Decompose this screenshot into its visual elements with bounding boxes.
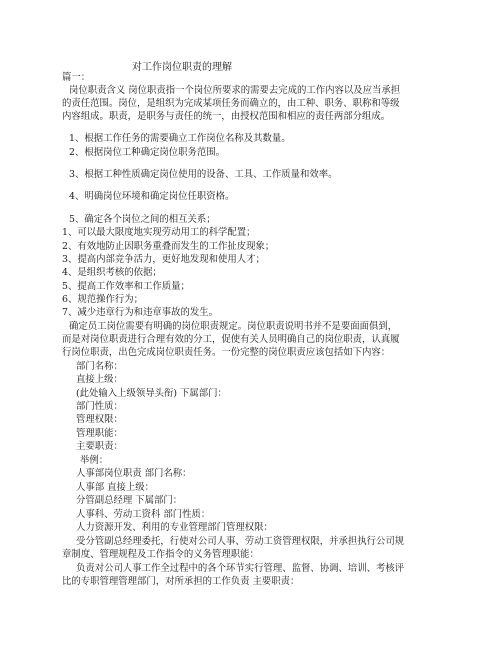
text-line: 章制度、管理规程及工作指令的义务管理职能： bbox=[62, 549, 259, 560]
text-line: 而是对岗位职责进行合理有效的分工，促使有关人员明确自己的岗位职责，认真履 bbox=[62, 334, 400, 345]
text-line: 3、根据工种性质确定岗位使用的设备、工具、工作质量和效率。 bbox=[69, 169, 338, 180]
text-line: 7、减少违章行为和违章事故的发生。 bbox=[62, 307, 218, 318]
text-line: 管理权限： bbox=[76, 414, 123, 425]
text-line: 篇一： bbox=[62, 72, 91, 83]
text-line: 5、确定各个岗位之间的相互关系； bbox=[69, 214, 216, 225]
text-line: 负责对公司人事工作全过程中的各个环节实行管理、监督、协调、培训、考核评 bbox=[76, 563, 405, 574]
text-line: 行岗位职责，出色完成岗位职责任务。一份完整的岗位职责应该包括如下内容： bbox=[62, 347, 391, 358]
text-line: (此处输入上级领导头衔) 下属部门： bbox=[76, 388, 227, 399]
text-line: 主要职责： bbox=[76, 441, 123, 452]
text-line: 5、提高工作效率和工作质量； bbox=[62, 281, 190, 292]
text-line: 直接上级： bbox=[76, 374, 123, 385]
text-line: 人力资源开发、利用的专业管理部门管理权限： bbox=[76, 522, 273, 533]
text-line: 4、是组织考核的依据； bbox=[62, 267, 162, 278]
text-line: 受分管副总经理委托，行使对公司人事、劳动工资管理权限，并承担执行公司规 bbox=[76, 536, 405, 547]
text-line: 确定员工岗位需要有明确的岗位职责规定。岗位职责说明书并不是要面面俱到， bbox=[69, 321, 398, 332]
text-line: 内容组成。职责，是职务与责任的统一，由授权范围和相应的责任两部分组成。 bbox=[62, 111, 391, 122]
text-line: 3、提高内部竞争活力，更好地发现和使用人才； bbox=[62, 254, 265, 265]
text-line: 人事部岗位职责 部门名称： bbox=[76, 468, 192, 479]
text-line: 2、根据岗位工种确定岗位职务范围。 bbox=[69, 147, 225, 158]
text-line: 部门名称： bbox=[76, 361, 123, 372]
text-line: 比的专职管理管理部门，对所承担的工作负责 主要职责： bbox=[62, 576, 300, 587]
text-line: 1、可以最大限度地实现劳动用工的科学配置； bbox=[62, 227, 256, 238]
text-line: 的责任范围。岗位，是组织为完成某项任务而确立的，由工种、职务、职称和等级 bbox=[62, 98, 400, 109]
text-line: 4、明确岗位环境和确定岗位任职资格。 bbox=[69, 191, 235, 202]
text-line: 人事部 直接上级： bbox=[76, 482, 154, 493]
text-line: 管理职能： bbox=[76, 428, 123, 439]
text-line: 2、有效地防止因职务重叠而发生的工作扯皮现象； bbox=[62, 241, 275, 252]
text-line: 岗位职责含义 岗位职责指一个岗位所要求的需要去完成的工作内容以及应当承担 bbox=[69, 85, 401, 96]
text-line: 举例： bbox=[80, 455, 109, 466]
text-line: 分管副总经理 下属部门： bbox=[76, 495, 183, 506]
text-line: 1、根据工作任务的需要确立工作岗位名称及其数量。 bbox=[69, 133, 291, 144]
text-line: 6、规范操作行为； bbox=[62, 294, 143, 305]
document-title: 对工作岗位职责的理解 bbox=[132, 62, 232, 73]
text-line: 部门性质： bbox=[76, 401, 123, 412]
text-line: 人事科、劳动工资科 部门性质： bbox=[76, 509, 211, 520]
